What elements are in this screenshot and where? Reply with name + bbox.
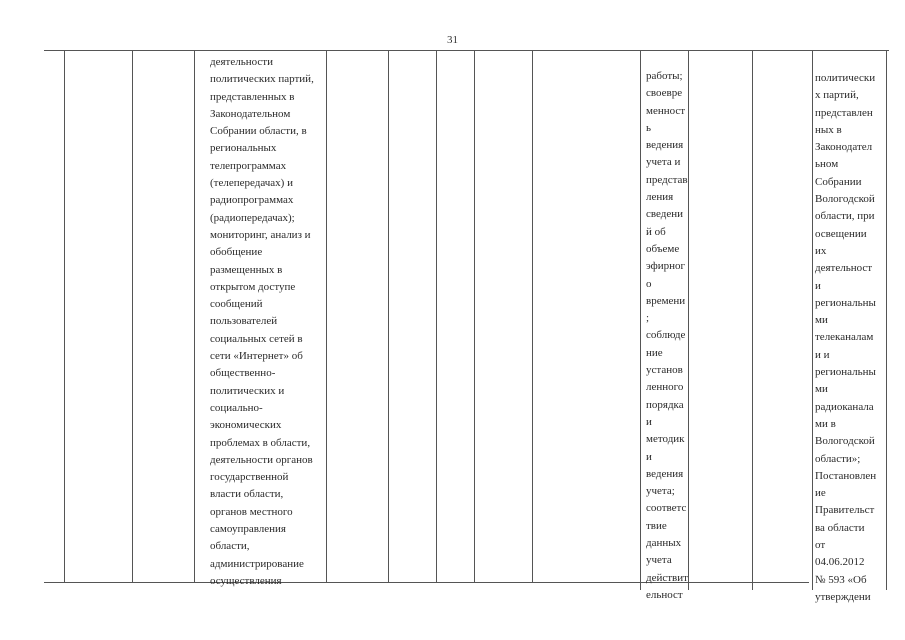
cell-line: 04.06.2012 xyxy=(815,556,865,569)
cell-line: ва области xyxy=(815,521,865,534)
cell-line: (радиопередачах); xyxy=(210,211,295,224)
cell-line: Постановлен xyxy=(815,469,877,482)
column-divider xyxy=(436,50,437,582)
cell-line: ми в xyxy=(815,417,836,430)
cell-line: деятельности органов xyxy=(210,453,313,466)
cell-line: ние xyxy=(646,346,663,359)
cell-line: телеканалам xyxy=(815,331,874,344)
cell-line: ных в xyxy=(815,123,842,136)
cell-line: мониторинг, анализ и xyxy=(210,228,311,241)
data-table xyxy=(44,50,889,603)
cell-line: пользователей xyxy=(210,315,278,328)
cell-line: радиопрограммах xyxy=(210,194,294,207)
cell-line: соблюде xyxy=(646,329,686,342)
cell-line: и и xyxy=(815,348,830,361)
cell-line: менност xyxy=(646,104,686,117)
cell-line: учета; xyxy=(646,485,675,498)
table-bottom-border xyxy=(44,582,809,583)
cell-line: экономических xyxy=(210,419,282,432)
cell-line: Законодательном xyxy=(210,107,291,120)
cell-line: своевре xyxy=(646,87,683,100)
cell-line: представ xyxy=(646,173,688,186)
column-divider xyxy=(532,50,533,582)
cell-line: области»; xyxy=(815,452,861,465)
cell-line: размещенных в xyxy=(210,263,283,276)
table-top-border xyxy=(44,50,889,51)
cell-line: открытом доступе xyxy=(210,280,296,293)
cell-line: освещении xyxy=(815,227,867,240)
cell-line: утверждени xyxy=(815,590,871,603)
cell-line: области, при xyxy=(815,210,875,223)
cell-line: твие xyxy=(646,519,667,532)
cell-line: телепрограммах xyxy=(210,159,287,172)
cell-legal-basis xyxy=(815,70,887,606)
cell-line: сообщений xyxy=(210,298,263,311)
cell-line: Вологодской xyxy=(815,435,875,448)
cell-line: и xyxy=(646,450,652,463)
cell-line: самоуправления xyxy=(210,523,286,536)
column-divider xyxy=(132,50,133,582)
cell-line: социальных сетей в xyxy=(210,332,303,345)
cell-line: ведения xyxy=(646,467,684,480)
cell-line: сети «Интернет» об xyxy=(210,350,303,363)
cell-line: региональны xyxy=(815,366,876,379)
cell-line: области, xyxy=(210,540,250,553)
cell-line: х партий, xyxy=(815,89,859,102)
cell-line: ь xyxy=(646,121,652,134)
cell-line: ведения xyxy=(646,139,684,152)
cell-line: государственной xyxy=(210,471,289,484)
cell-line: соответс xyxy=(646,502,687,515)
cell-line: данных xyxy=(646,537,682,550)
cell-work-criteria xyxy=(646,68,692,604)
cell-line: объеме xyxy=(646,242,680,255)
cell-line: проблемах в области, xyxy=(210,436,311,449)
cell-line: Собрании xyxy=(815,175,862,188)
column-divider xyxy=(474,50,475,582)
cell-line: органов местного xyxy=(210,505,293,518)
cell-line: ми xyxy=(815,383,828,396)
cell-line: Правительст xyxy=(815,504,875,517)
cell-line: социально- xyxy=(210,401,263,414)
cell-line: региональных xyxy=(210,142,277,155)
cell-line: обобщение xyxy=(210,246,263,259)
column-divider xyxy=(812,50,813,590)
cell-line: осуществления xyxy=(210,574,282,587)
cell-line: учета и xyxy=(646,156,681,169)
cell-line: ельност xyxy=(646,588,683,601)
column-divider xyxy=(752,50,753,590)
cell-line: ; xyxy=(646,312,650,325)
page-number: 31 xyxy=(447,34,458,46)
cell-line: представлен xyxy=(815,106,873,119)
cell-line: администрирование xyxy=(210,557,304,570)
cell-line: политических и xyxy=(210,384,285,397)
cell-line: деятельност xyxy=(815,262,873,275)
column-divider xyxy=(640,50,641,590)
cell-line: о xyxy=(646,277,652,290)
cell-line: власти области, xyxy=(210,488,284,501)
cell-line: эфирног xyxy=(646,260,686,273)
cell-line: й об xyxy=(646,225,666,238)
cell-line: и xyxy=(815,279,821,292)
cell-line: радиоканала xyxy=(815,400,874,413)
cell-activity-description xyxy=(210,54,328,590)
cell-line: ие xyxy=(815,487,826,500)
cell-line: политических партий, xyxy=(210,73,314,86)
cell-line: методик xyxy=(646,433,685,446)
cell-line: порядка xyxy=(646,398,684,411)
cell-line: № 593 «Об xyxy=(815,573,867,586)
column-divider xyxy=(388,50,389,582)
cell-line: ления xyxy=(646,191,674,204)
cell-line: ми xyxy=(815,314,828,327)
cell-line: работы; xyxy=(646,70,683,82)
cell-line: действит xyxy=(646,571,688,584)
cell-line: общественно- xyxy=(210,367,276,380)
cell-line: Собрании области, в xyxy=(210,125,307,138)
cell-line: от xyxy=(815,539,826,552)
cell-line: учета xyxy=(646,554,672,567)
cell-line: Законодател xyxy=(815,141,873,154)
cell-line: ьном xyxy=(815,158,839,171)
cell-line: ленного xyxy=(646,381,684,394)
cell-line: региональны xyxy=(815,296,876,309)
column-divider xyxy=(64,50,65,582)
cell-line: их xyxy=(815,244,827,257)
cell-line: Вологодской xyxy=(815,193,875,206)
cell-line: времени xyxy=(646,294,686,307)
cell-line: деятельности xyxy=(210,56,273,68)
cell-line: установ xyxy=(646,364,683,377)
cell-line: сведени xyxy=(646,208,684,221)
cell-line: и xyxy=(646,415,652,428)
cell-line: представленных в xyxy=(210,90,295,103)
cell-line: (телепередачах) и xyxy=(210,177,293,190)
cell-line: политически xyxy=(815,72,876,84)
column-divider xyxy=(194,50,195,582)
